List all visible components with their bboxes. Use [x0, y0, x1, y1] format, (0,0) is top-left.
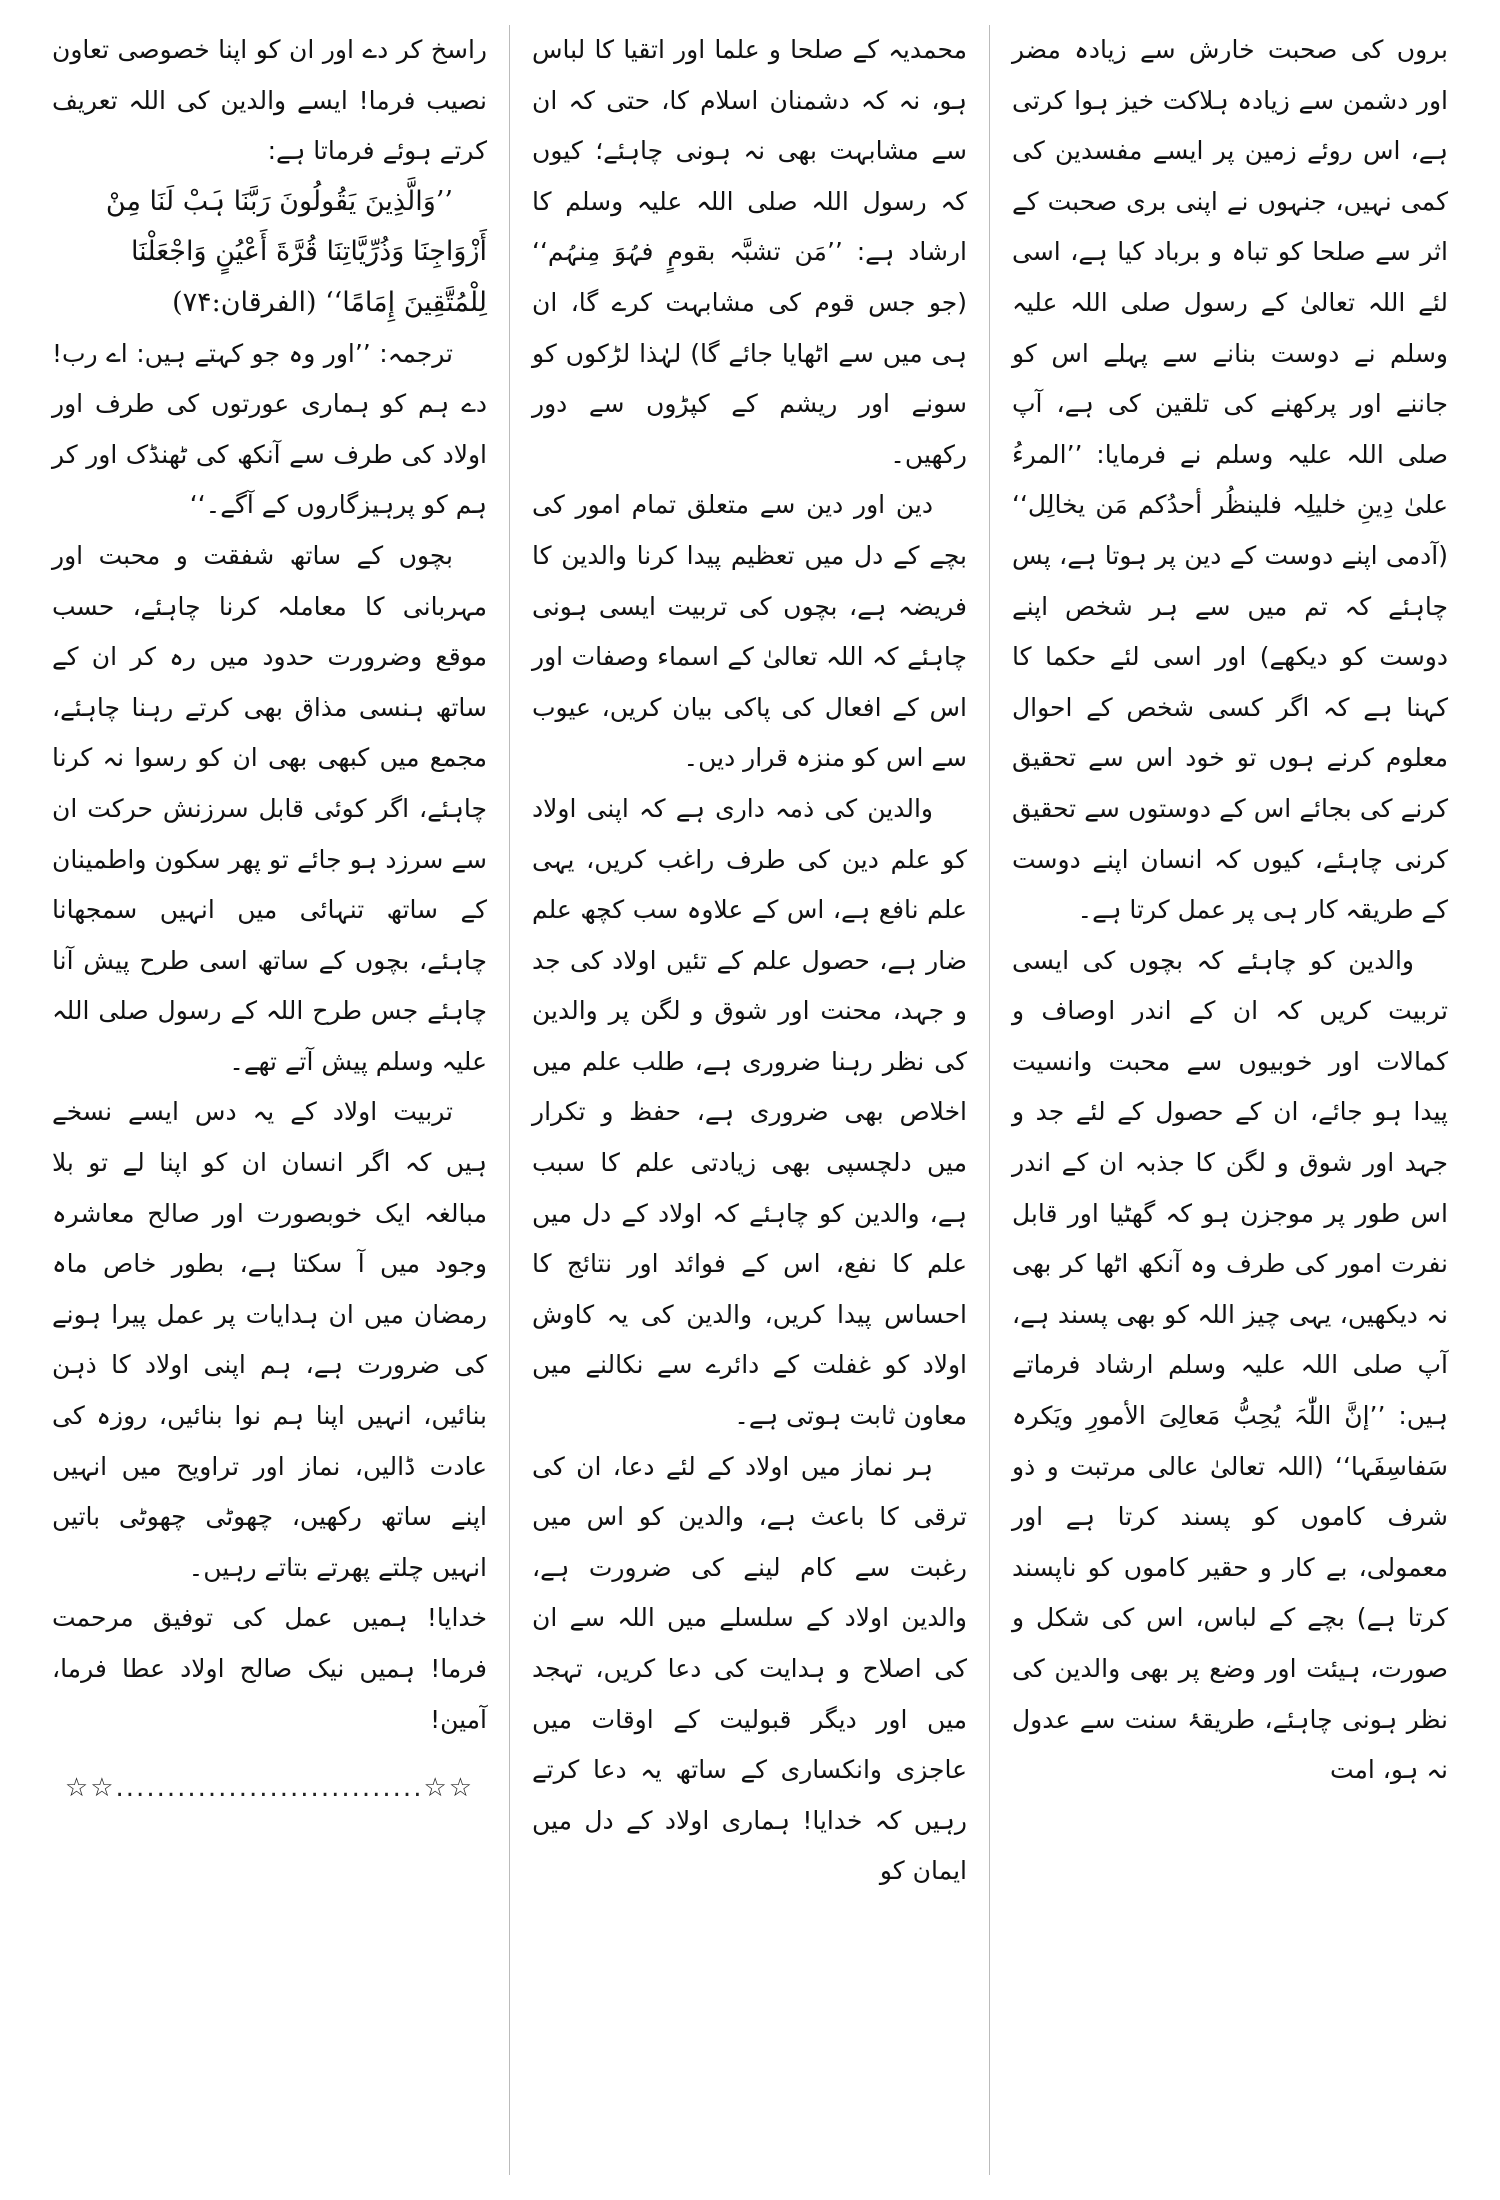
newspaper-page [30, 25, 1470, 2175]
paragraph-parents-upbringing: والدین کو چاہئے کہ بچوں کی ایسی تربیت کریں کہ ان کے اندر اوصاف و کمالات اور خوبیوں سے محبت وانسیت پیدا ہو جائے، ان کے حصول کے لئے جد و جہد اور شوق و لگن کا جذبہ ان کے اندر اس طور پر موجزن ہو کہ گھٹیا اور قابل نفرت امور کی طرف وہ آنکھ اٹھا کر بھی نہ دیکھیں، یہی چیز اللہ کو بھی پسند ہے، آپ صلی اللہ علیہ وسلم ارشاد فرماتے ہیں: ’’إنَّ اللّٰہَ یُحِبُّ مَعالِیَ الأمورِ ویَکرہ سَفاسِفَہا‘‘ (اللہ تعالیٰ عالی مرتبت و ذو شرف کاموں کو پسند کرتا ہے اور معمولی، بے کار و حقیر کاموں کو ناپسند کرتا ہے) بچے کے لباس، اس کی شکل و صورت، ہیئت اور وضع پر بھی والدین کی نظر ہونی چاہئے، طریقۂ سنت سے عدول نہ ہو، امت [1012, 945, 1448, 1785]
paragraph-translation: ترجمہ: ’’اور وہ جو کہتے ہیں: اے رب! دے ہم کو ہماری عورتوں کی طرف اور اولاد کی طرف سے آنکھ کی ٹھنڈک اور کر ہم کو پرہیزگاروں کے آگے۔‘‘ [52, 338, 487, 520]
paragraph-respect-for-religion: دین اور دین سے متعلق تمام امور کی بچے کے دل میں تعظیم پیدا کرنا والدین کا فریضہ ہے، بچوں کی تربیت ایسی ہونی چاہئے کہ اللہ تعالیٰ کے اسماء وصفات اور اس کے افعال کی پاکی بیان کریں، عیوب سے اس کو منزہ قرار دیں۔ [532, 490, 967, 773]
article-column-middle [510, 25, 990, 2175]
paragraph-prayer-for-children: ہر نماز میں اولاد کے لئے دعا، ان کی ترقی کا باعث ہے، والدین کو اس میں رغبت سے کام لینے کی ضرورت ہے، والدین اولاد کے سلسلے میں اللہ سے ان کی اصلاح و ہدایت کی دعا کریں، تہجد میں اور دیگر قبولیت کے اوقات میں عاجزی وانکساری کے ساتھ یہ دعا کرتے رہیں کہ خدایا! ہماری اولاد کے دل میں ایمان کو [532, 1451, 967, 1886]
paragraph-closing-prayer: خدایا! ہمیں عمل کی توفیق مرحمت فرما! ہمیں نیک صالح اولاد عطا فرما، آمین! [52, 1603, 487, 1734]
article-column-left [30, 25, 510, 2175]
article-column-right [990, 25, 1470, 2175]
paragraph-ten-prescriptions: تربیت اولاد کے یہ دس ایسے نسخے ہیں کہ اگر انسان ان کو اپنا لے تو بلا مبالغہ ایک خوبصورت اور صالح معاشرہ وجود میں آ سکتا ہے، بطور خاص ماہ رمضان میں ان ہدایات پر عمل پیرا ہونے کی ضرورت ہے، ہم اپنی اولاد کا ذہن بنائیں، انہیں اپنا ہم نوا بنائیں، روزہ کی عادت ڈالیں، نماز اور تراویح میں انہیں اپنے ساتھ رکھیں، چھوٹی چھوٹی باتیں انہیں چلتے پھرتے بتاتے رہیں۔ [52, 1097, 487, 1582]
paragraph-bad-company: بروں کی صحبت خارش سے زیادہ مضر اور دشمن سے زیادہ ہلاکت خیز ہوا کرتی ہے، اس روئے زمین پر ایسے مفسدین کی کمی نہیں، جنہوں نے اپنی بری صحبت کے اثر سے صلحا کو تباہ و برباد کیا ہے، اسی لئے اللہ تعالیٰ کے رسول صلی اللہ علیہ وسلم نے دوست بنانے سے پہلے اس کو جاننے اور پرکھنے کی تلقین کی ہے، آپ صلی اللہ علیہ وسلم نے فرمایا: ’’المرءُ علیٰ دِینِ خلیلِہ فلینظُر أحدُکم مَن یخالِل‘‘ (آدمی اپنے دوست کے دین پر ہوتا ہے، پس چاہئے کہ تم میں سے ہر شخص اپنے دوست کو دیکھے) اور اسی لئے حکما کا کہنا ہے کہ اگر کسی شخص کے احوال معلوم کرنے ہوں تو خود اس سے تحقیق کرنے کی بجائے اس کے دوستوں سے تحقیق کرنی چاہئے، کیوں کہ انسان اپنے دوست کے طریقہ کار ہی پر عمل کرتا ہے۔ [1012, 35, 1448, 925]
paragraph-religious-knowledge: والدین کی ذمہ داری ہے کہ اپنی اولاد کو علم دین کی طرف راغب کریں، یہی علم نافع ہے، اس کے علاوہ سب کچھ علم ضار ہے، حصول علم کے تئیں اولاد کی جد و جہد، محنت اور شوق و لگن پر والدین کی نظر رہنا ضروری ہے، طلب علم میں اخلاص بھی ضروری ہے، حفظ و تکرار میں دلچسپی بھی زیادتی علم کا سبب ہے، والدین کو چاہئے کہ اولاد کے دل میں علم کا نفع، اس کے فوائد اور نتائج کا احساس پیدا کریں، والدین کی یہ کاوش اولاد کو غفلت کے دائرے سے نکالنے میں معاون ثابت ہوتی ہے۔ [532, 793, 967, 1431]
paragraph-dress-resemblance: محمدیہ کے صلحا و علما اور اتقیا کا لباس ہو، نہ کہ دشمنان اسلام کا، حتی کہ ان سے مشابہت بھی نہ ہونی چاہئے؛ کیوں کہ رسول اللہ صلی اللہ علیہ وسلم کا ارشاد ہے: ’’مَن تشبَّہ بقومٍ فہُوَ مِنہُم‘‘ (جو جس قوم کی مشابہت کرے گا، ان ہی میں سے اٹھایا جائے گا) لہٰذا لڑکوں کو سونے اور ریشم کے کپڑوں سے دور رکھیں۔ [532, 35, 967, 469]
article-end-mark: ☆☆..............................☆☆ [64, 1773, 475, 1804]
paragraph-kindness: بچوں کے ساتھ شفقت و محبت اور مہربانی کا معاملہ کرنا چاہئے، حسب موقع وضرورت حدود میں رہ کر ان کے ساتھ ہنسی مذاق بھی کرتے رہنا چاہئے، مجمع میں کبھی بھی ان کو رسوا نہ کرنا چاہئے، اگر کوئی قابل سرزنش حرکت ان سے سرزد ہو جائے تو پھر سکون واطمینان کے ساتھ تنہائی میں انہیں سمجھانا چاہئے، بچوں کے ساتھ اسی طرح پیش آنا چاہئے جس طرح اللہ کے رسول صلی اللہ علیہ وسلم پیش آتے تھے۔ [52, 540, 487, 1076]
paragraph-praise-of-parents: راسخ کر دے اور ان کو اپنا خصوصی تعاون نصیب فرما! ایسے والدین کی اللہ تعریف کرتے ہوئے فرماتا ہے: [52, 35, 487, 166]
quran-verse-quote: ’’وَالَّذِینَ یَقُولُونَ رَبَّنَا ہَبْ لَنَا مِنْ أَزْوَاجِنَا وَذُرِّیَّاتِنَا قُرَّةَ أَعْیُنٍ وَاجْعَلْنَا لِلْمُتَّقِینَ إِمَامًا‘‘ (الفرقان:۷۴) [105, 185, 487, 318]
